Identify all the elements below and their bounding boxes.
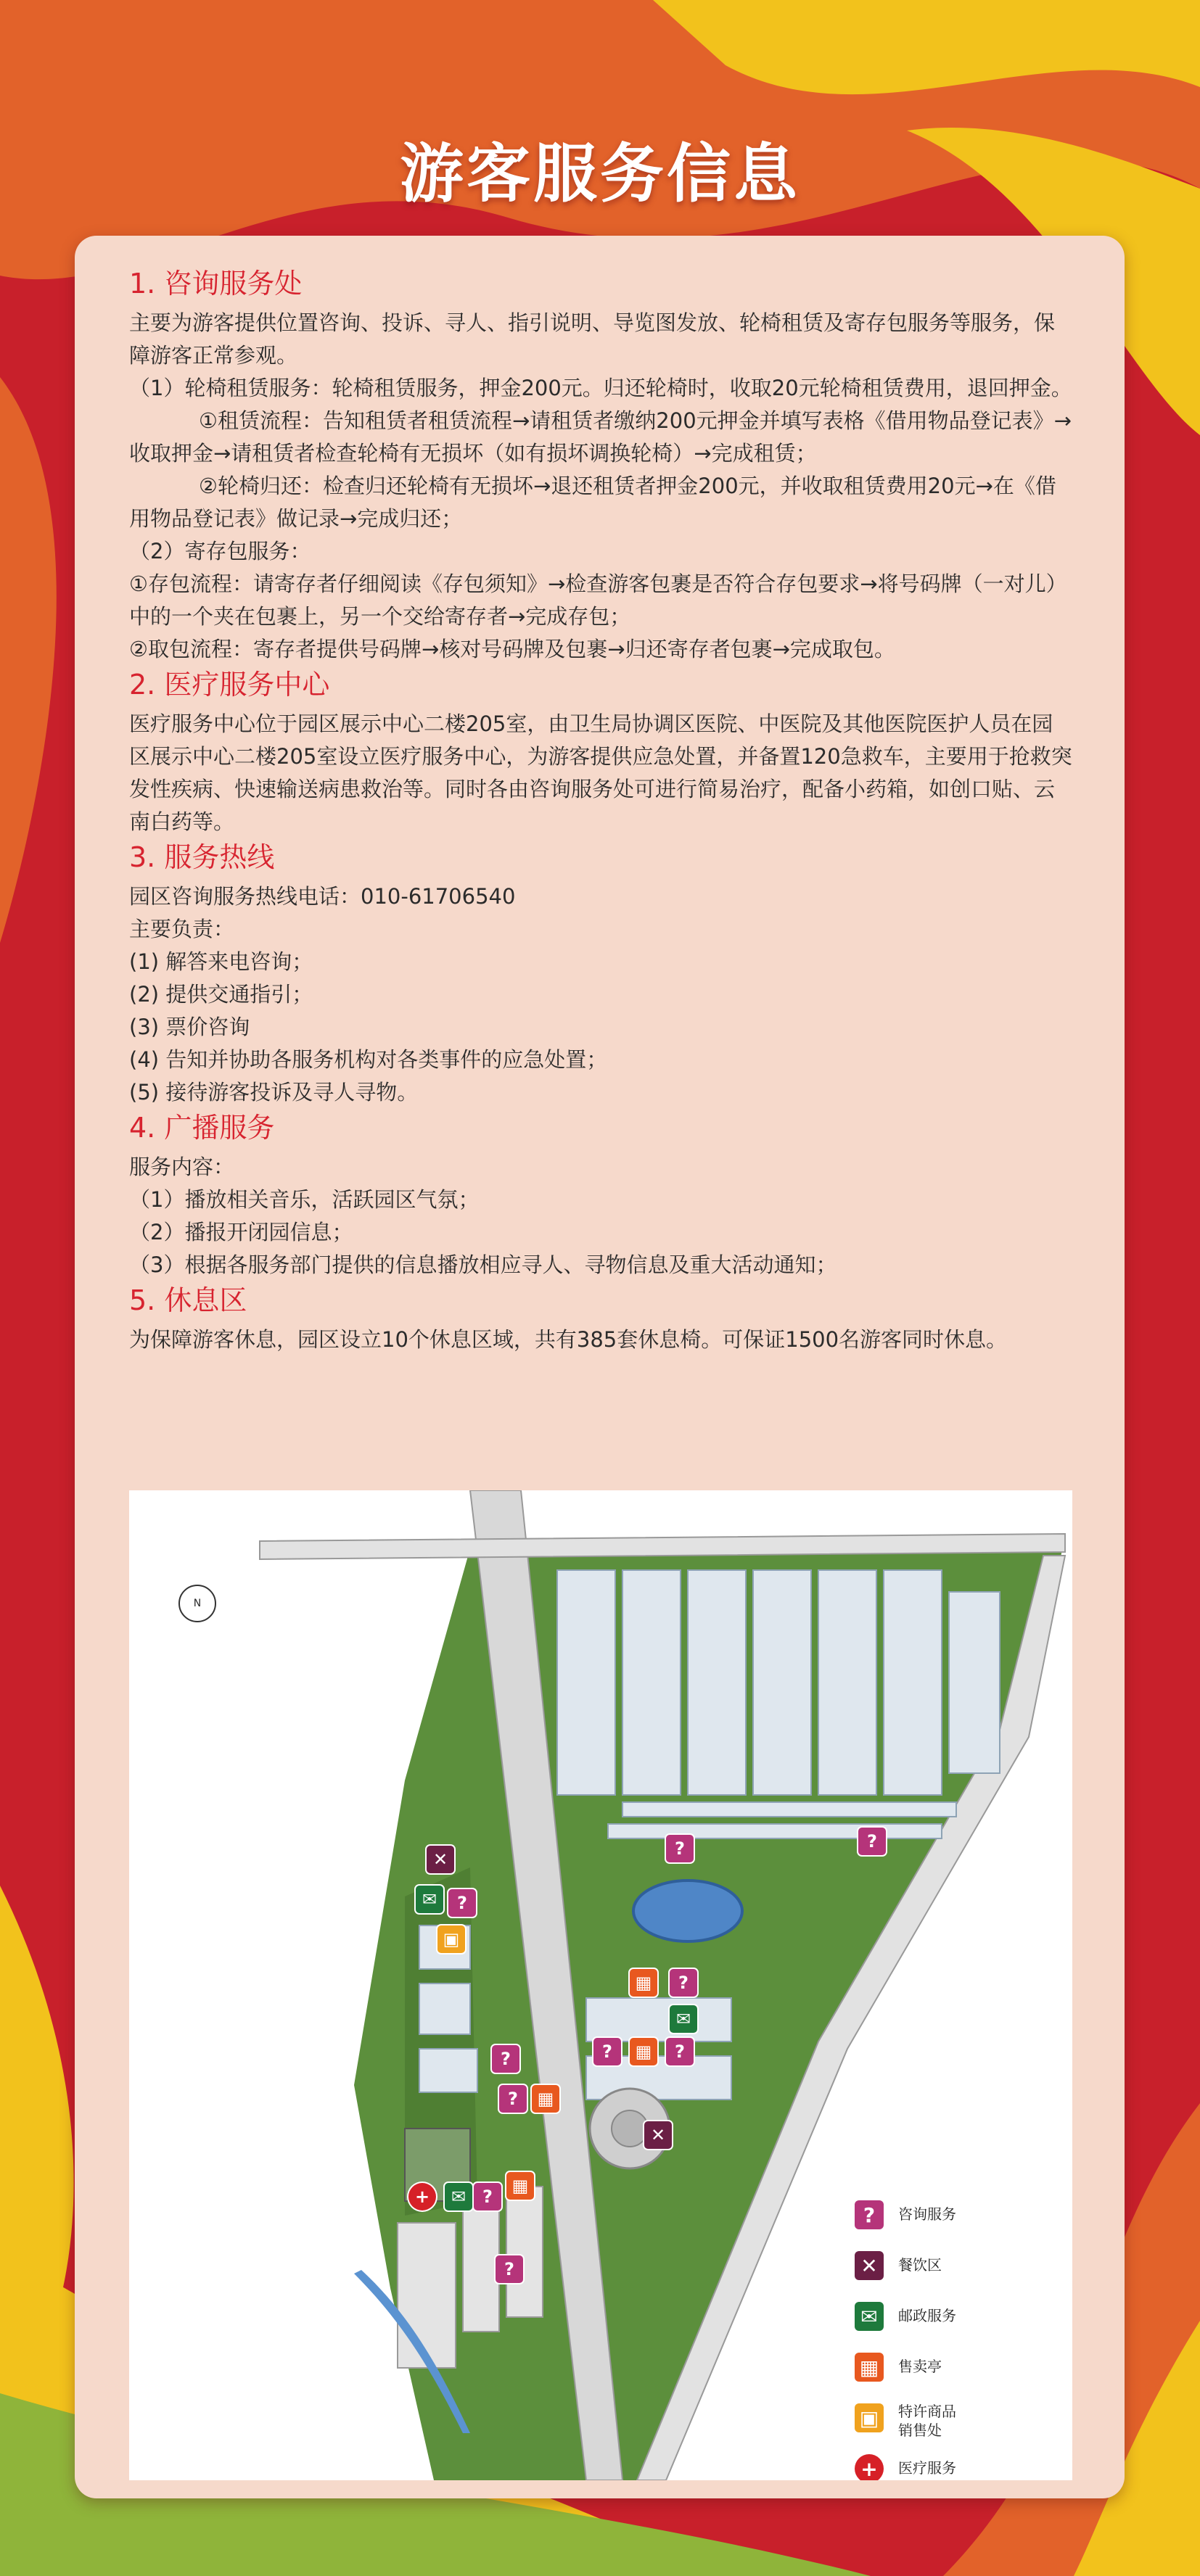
legend-label: 医疗服务	[898, 2459, 956, 2477]
park-map	[129, 1490, 1072, 2480]
paragraph: (5) 接待游客投诉及寻人寻物。	[129, 1080, 419, 1105]
section-heading: 2. 医疗服务中心	[129, 669, 330, 701]
info-panel	[75, 236, 1125, 2498]
paragraph: （3）根据各服务部门提供的信息播放相应寻人、寻物信息及重大活动通知；	[129, 1252, 837, 1277]
legend-label: 邮政服务	[898, 2307, 956, 2324]
paragraph: ②取包流程：寄存者提供号码牌→核对号码牌及包裹→归还寄存者包裹→完成取包。	[129, 637, 895, 661]
fork-knife-icon: ✕	[427, 1846, 454, 1873]
legend-item	[855, 2299, 1058, 2341]
envelope-icon: ✉	[670, 2005, 697, 2033]
question-icon: ?	[593, 2038, 621, 2065]
legend-item	[855, 2451, 1058, 2480]
question-icon: ?	[858, 1828, 886, 1855]
legend-label: 餐饮区	[898, 2256, 942, 2274]
paragraph: 主要为游客提供位置咨询、投诉、寻人、指引说明、导览图发放、轮椅租赁及寄存包服务等服务，保障游客正常参观。	[129, 310, 1056, 368]
legend-item	[855, 2350, 1058, 2392]
paragraph: （1）轮椅租赁服务：轮椅租赁服务，押金200元。归还轮椅时，收取20元轮椅租赁费用，退回押金。	[129, 376, 1072, 400]
paragraph: 园区咨询服务热线电话：010-61706540	[129, 884, 516, 909]
paragraph: （1）播放相关音乐，活跃园区气氛；	[129, 1187, 480, 1212]
section-heading: 4. 广播服务	[129, 1112, 275, 1144]
legend-label: 特许商品 销售处	[898, 2403, 956, 2439]
section-consult	[129, 265, 1072, 666]
fork-knife-icon: ✕	[644, 2121, 672, 2149]
legend-label: 售卖亭	[898, 2358, 942, 2375]
envelope-icon: ✉	[445, 2183, 472, 2210]
paragraph: 医疗服务中心位于园区展示中心二楼205室，由卫生局协调区医院、中医院及其他医院医护人员在园区展示中心二楼205室设立医疗服务中心，为游客提供应急处置，并备置120急救车，主要用于抢救突发性疾病、快速输送病患救治等。同时各由咨询服务处可进行简易治疗，配备小药箱，如创口贴、云南白药等。	[129, 711, 1072, 834]
question-icon: ?	[855, 2200, 884, 2229]
envelope-icon: ✉	[855, 2302, 884, 2331]
legend-label: 咨询服务	[898, 2205, 956, 2223]
question-icon: ?	[492, 2045, 519, 2073]
question-icon: ?	[448, 1889, 476, 1917]
question-icon: ?	[670, 1969, 697, 1997]
question-icon: ?	[496, 2255, 523, 2283]
paragraph: (3) 票价咨询	[129, 1015, 250, 1039]
question-icon: ?	[474, 2183, 501, 2210]
legend-item	[855, 2248, 1058, 2290]
paragraph: （2）播报开闭园信息；	[129, 1220, 353, 1244]
paragraph: 为保障游客休息，园区设立10个休息区域，共有385套休息椅。可保证1500名游客同时休息。	[129, 1327, 1008, 1352]
section-heading: 3. 服务热线	[129, 841, 275, 873]
legend-item	[855, 2197, 1058, 2239]
paragraph: 服务内容：	[129, 1155, 235, 1179]
question-icon: ?	[499, 2085, 527, 2113]
section-rest-area	[129, 1281, 1072, 1356]
paragraph: ①租赁流程：告知租赁者租赁流程→请租赁者缴纳200元押金并填写表格《借用物品登记表》→收取押金→请租赁者检查轮椅有无损坏（如有损坏调换轮椅）→完成租赁；	[129, 408, 1072, 466]
map-legend	[855, 2197, 1058, 2480]
question-icon: ?	[666, 2038, 694, 2065]
compass-north-icon: N	[178, 1585, 216, 1622]
paragraph: ①存包流程：请寄存者仔细阅读《存包须知》→检查游客包裹是否符合存包要求→将号码牌（一对儿）中的一个夹在包裹上，另一个交给寄存者→完成存包；	[129, 571, 1067, 629]
kiosk-icon: ▦	[630, 1969, 657, 1997]
paragraph: (1) 解答来电咨询；	[129, 949, 313, 974]
section-medical	[129, 666, 1072, 838]
red-cross-icon: +	[855, 2454, 884, 2480]
fork-knife-icon: ✕	[855, 2251, 884, 2280]
section-heading: 5. 休息区	[129, 1284, 247, 1316]
info-content	[129, 265, 1072, 1356]
kiosk-icon: ▦	[855, 2353, 884, 2382]
paragraph: 主要负责：	[129, 917, 235, 941]
gift-icon: ▣	[437, 1925, 465, 1953]
paragraph: (4) 告知并协助各服务机构对各类事件的应急处置；	[129, 1047, 608, 1072]
kiosk-icon: ▦	[630, 2038, 657, 2065]
section-heading: 1. 咨询服务处	[129, 268, 303, 300]
section-broadcast	[129, 1109, 1072, 1281]
section-hotline	[129, 838, 1072, 1109]
paragraph: ②轮椅归还：检查归还轮椅有无损坏→退还租赁者押金200元，并收取租赁费用20元→在《借用物品登记表》做记录→完成归还；	[129, 474, 1056, 531]
kiosk-icon: ▦	[532, 2085, 559, 2113]
page-title: 游客服务信息	[399, 136, 800, 211]
paragraph: (2) 提供交通指引；	[129, 982, 313, 1007]
paragraph: （2）寄存包服务：	[129, 539, 311, 564]
gift-icon: ▣	[855, 2403, 884, 2432]
red-cross-icon: +	[408, 2183, 436, 2210]
kiosk-icon: ▦	[506, 2172, 534, 2200]
envelope-icon: ✉	[416, 1886, 443, 1913]
question-icon: ?	[666, 1835, 694, 1862]
legend-item	[855, 2400, 1058, 2443]
